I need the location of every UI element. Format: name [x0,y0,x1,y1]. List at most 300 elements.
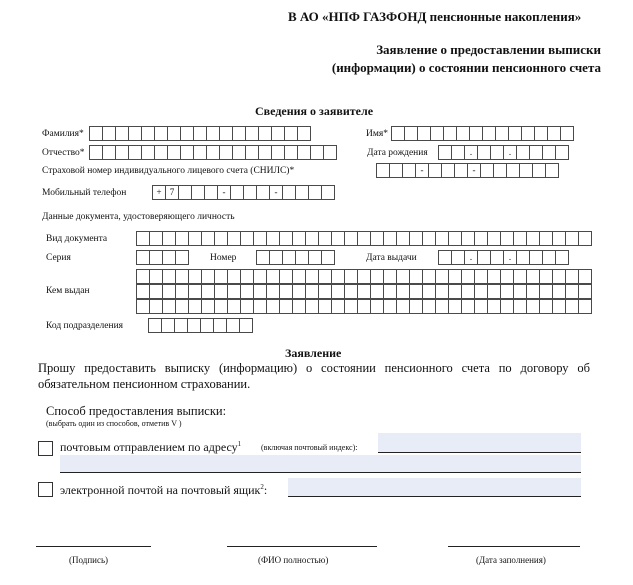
char-cell[interactable] [565,284,579,299]
char-cell[interactable] [253,299,267,314]
char-cell[interactable] [201,231,215,246]
char-cell[interactable] [451,145,465,160]
char-cell[interactable] [454,163,468,178]
mail-address-field-line-1[interactable] [378,433,581,453]
char-cell[interactable] [532,163,546,178]
char-cell[interactable] [331,269,345,284]
delivery-method-hint: (выбрать один из способов, отметив V ) [46,419,182,428]
char-cell[interactable] [148,318,162,333]
char-cell[interactable] [555,250,569,265]
char-cell[interactable] [266,284,280,299]
char-cell[interactable] [477,250,491,265]
char-cell[interactable] [175,250,189,265]
char-cell[interactable] [461,299,475,314]
char-cell[interactable] [227,299,241,314]
char-cell[interactable] [526,269,540,284]
char-cell[interactable] [331,231,345,246]
char-cell[interactable] [448,231,462,246]
char-cell[interactable] [422,299,436,314]
char-cell[interactable] [240,231,254,246]
applicant-section-title: Сведения о заявителе [255,104,374,118]
char-cell[interactable] [295,185,309,200]
char-cell[interactable] [422,269,436,284]
signature-caption: (Подпись) [69,555,109,565]
char-cell[interactable] [305,299,319,314]
char-cell[interactable] [154,126,168,141]
mail-option-footnote-mark: 1 [237,440,242,448]
char-cell[interactable] [227,269,241,284]
char-cell[interactable] [461,231,475,246]
char-cell[interactable] [578,284,592,299]
char-cell[interactable] [331,284,345,299]
char-cell[interactable] [443,126,457,141]
char-cell[interactable] [448,299,462,314]
char-cell[interactable] [370,269,384,284]
char-cell[interactable] [206,126,220,141]
char-cell[interactable] [370,284,384,299]
char-cell[interactable] [253,231,267,246]
char-cell[interactable] [529,145,543,160]
char-cell[interactable] [188,284,202,299]
char-cell[interactable] [102,126,116,141]
char-cell[interactable] [500,269,514,284]
char-cell[interactable] [430,126,444,141]
char-cell[interactable] [284,126,298,141]
char-cell[interactable] [435,299,449,314]
char-cell[interactable] [389,163,403,178]
char-cell[interactable] [279,269,293,284]
char-cell[interactable] [391,126,405,141]
char-cell[interactable] [214,231,228,246]
char-cell[interactable] [506,163,520,178]
char-cell[interactable] [243,185,257,200]
statement-title: Заявление [285,346,342,360]
char-cell[interactable] [513,299,527,314]
char-cell[interactable] [200,318,214,333]
dept-code-label: Код подразделения [46,321,124,331]
birthdate-field[interactable] [438,145,568,160]
char-cell[interactable] [227,231,241,246]
char-cell[interactable] [487,284,501,299]
char-cell[interactable] [253,284,267,299]
snils-field[interactable] [376,163,558,178]
char-cell[interactable] [539,299,553,314]
char-cell[interactable] [136,250,150,265]
char-cell[interactable] [318,231,332,246]
char-cell[interactable] [136,284,150,299]
char-cell[interactable] [409,269,423,284]
char-cell[interactable] [344,231,358,246]
char-cell[interactable] [161,318,175,333]
char-cell[interactable] [193,126,207,141]
char-cell[interactable] [175,284,189,299]
char-cell[interactable] [188,231,202,246]
char-cell[interactable] [578,269,592,284]
char-cell[interactable] [149,231,163,246]
char-cell[interactable] [141,145,155,160]
char-cell[interactable] [428,163,442,178]
char-cell[interactable] [162,269,176,284]
char-cell[interactable] [213,318,227,333]
fio-line[interactable] [227,546,377,547]
char-cell[interactable] [534,126,548,141]
char-cell[interactable] [219,126,233,141]
char-cell[interactable] [136,269,150,284]
form-title-line-2: (информации) о состоянии пенсионного счета [331,60,601,75]
char-cell[interactable] [370,231,384,246]
char-cell[interactable] [409,284,423,299]
char-cell[interactable] [323,145,337,160]
email-option-text: электронной почтой на почтовый ящик [60,483,261,497]
char-cell[interactable] [500,231,514,246]
char-cell[interactable] [422,231,436,246]
char-cell[interactable] [474,284,488,299]
char-cell[interactable] [539,284,553,299]
char-cell[interactable] [516,250,530,265]
char-cell[interactable] [526,231,540,246]
char-cell[interactable] [230,185,244,200]
char-cell[interactable] [513,269,527,284]
char-cell[interactable] [178,185,192,200]
char-cell[interactable] [545,163,559,178]
char-cell[interactable] [555,145,569,160]
char-cell[interactable] [396,231,410,246]
char-cell[interactable] [493,163,507,178]
char-cell[interactable] [214,284,228,299]
char-cell[interactable] [456,126,470,141]
char-cell[interactable] [500,284,514,299]
char-cell[interactable] [256,250,270,265]
char-cell[interactable] [167,126,181,141]
char-cell[interactable] [357,299,371,314]
char-cell[interactable] [297,126,311,141]
name-label: Имя* [366,129,388,139]
char-cell[interactable] [232,126,246,141]
char-cell[interactable] [422,284,436,299]
char-cell[interactable] [89,126,103,141]
series-field[interactable] [136,250,188,265]
char-cell[interactable] [409,299,423,314]
char-cell[interactable] [495,126,509,141]
char-cell[interactable] [474,231,488,246]
separator-cell: . [503,250,517,265]
char-cell[interactable] [516,145,530,160]
char-cell[interactable] [227,284,241,299]
char-cell[interactable] [292,269,306,284]
char-cell[interactable] [141,126,155,141]
char-cell[interactable] [149,250,163,265]
char-cell[interactable] [292,284,306,299]
signature-line[interactable] [36,546,151,547]
char-cell[interactable] [308,250,322,265]
birthdate-label: Дата рождения [367,148,428,158]
char-cell[interactable] [474,269,488,284]
separator-cell: - [467,163,481,178]
char-cell[interactable] [383,269,397,284]
char-cell[interactable] [305,284,319,299]
char-cell[interactable] [526,284,540,299]
phone-label: Мобильный телефон [42,188,127,198]
char-cell[interactable] [490,250,504,265]
char-cell[interactable] [232,145,246,160]
char-cell[interactable] [282,185,296,200]
char-cell[interactable] [162,231,176,246]
char-cell[interactable] [539,269,553,284]
dept-code-field[interactable] [148,318,252,333]
date-line[interactable] [448,546,580,547]
char-cell[interactable] [508,126,522,141]
char-cell[interactable] [305,269,319,284]
char-cell[interactable] [441,163,455,178]
char-cell[interactable] [376,163,390,178]
char-cell[interactable] [206,145,220,160]
char-cell[interactable] [201,299,215,314]
issued-by-row-3[interactable] [136,299,591,314]
char-cell[interactable] [193,145,207,160]
char-cell[interactable] [204,185,218,200]
char-cell[interactable] [266,299,280,314]
char-cell[interactable] [258,126,272,141]
char-cell[interactable] [180,126,194,141]
char-cell[interactable] [136,299,150,314]
char-cell[interactable] [396,299,410,314]
char-cell[interactable] [240,269,254,284]
char-cell[interactable] [552,231,566,246]
issued-by-row-1[interactable] [136,269,591,284]
char-cell[interactable] [417,126,431,141]
char-cell[interactable] [357,231,371,246]
snils-label: Страховой номер индивидуального лицевого счета (СНИЛС)* [42,166,295,176]
char-cell[interactable] [482,126,496,141]
char-cell[interactable] [214,269,228,284]
char-cell[interactable] [115,145,129,160]
char-cell[interactable] [396,284,410,299]
char-cell[interactable] [357,284,371,299]
char-cell[interactable] [383,299,397,314]
char-cell[interactable] [240,299,254,314]
doc-type-field[interactable] [136,231,591,246]
char-cell[interactable] [435,231,449,246]
char-cell[interactable] [519,163,533,178]
char-cell[interactable] [175,269,189,284]
char-cell[interactable] [396,269,410,284]
char-cell[interactable] [162,299,176,314]
char-cell[interactable] [547,126,561,141]
separator-cell: - [217,185,231,200]
char-cell[interactable] [115,126,129,141]
char-cell[interactable] [565,269,579,284]
char-cell[interactable] [565,231,579,246]
separator-cell: . [464,145,478,160]
char-cell[interactable] [167,145,181,160]
mail-option-note: (включая почтовый индекс): [261,443,358,452]
char-cell[interactable] [487,231,501,246]
mail-option-checkbox[interactable] [38,441,53,456]
char-cell[interactable] [435,284,449,299]
char-cell[interactable] [292,299,306,314]
char-cell[interactable] [318,269,332,284]
char-cell[interactable] [451,250,465,265]
char-cell[interactable] [487,299,501,314]
char-cell[interactable] [89,145,103,160]
statement-text-line-2: обязательном пенсионном страховании. [38,377,251,391]
char-cell[interactable] [461,284,475,299]
char-cell[interactable] [310,145,324,160]
char-cell[interactable] [240,284,254,299]
char-cell[interactable] [552,284,566,299]
char-cell[interactable] [521,126,535,141]
char-cell[interactable] [321,185,335,200]
char-cell[interactable] [128,126,142,141]
char-cell[interactable] [480,163,494,178]
char-cell[interactable] [344,269,358,284]
char-cell[interactable] [128,145,142,160]
char-cell[interactable] [490,145,504,160]
char-cell[interactable] [188,299,202,314]
char-cell[interactable] [404,126,418,141]
char-cell[interactable] [560,126,574,141]
char-cell[interactable] [279,299,293,314]
char-cell[interactable] [552,269,566,284]
char-cell[interactable] [201,269,215,284]
patronymic-field[interactable] [89,145,336,160]
char-cell[interactable] [149,299,163,314]
separator-cell: 7 [165,185,179,200]
char-cell[interactable] [526,299,540,314]
number-label: Номер [210,253,237,263]
char-cell[interactable] [542,250,556,265]
char-cell[interactable] [245,126,259,141]
mail-option-label [60,440,241,455]
char-cell[interactable] [180,145,194,160]
delivery-method-label: Способ предоставления выписки: [46,404,227,418]
email-option-checkbox[interactable] [38,482,53,497]
char-cell[interactable] [402,163,416,178]
char-cell[interactable] [245,145,259,160]
char-cell[interactable] [318,299,332,314]
surname-label: Фамилия* [42,129,84,139]
separator-cell: - [269,185,283,200]
char-cell[interactable] [513,284,527,299]
char-cell[interactable] [469,126,483,141]
char-cell[interactable] [409,231,423,246]
char-cell[interactable] [136,231,150,246]
char-cell[interactable] [565,299,579,314]
char-cell[interactable] [271,126,285,141]
char-cell[interactable] [162,284,176,299]
char-cell[interactable] [474,299,488,314]
name-field[interactable] [391,126,573,141]
char-cell[interactable] [500,299,514,314]
char-cell[interactable] [282,250,296,265]
char-cell[interactable] [187,318,201,333]
mail-address-field-line-2[interactable] [60,455,581,473]
series-label: Серия [46,253,71,263]
separator-cell: . [464,250,478,265]
doc-type-label: Вид документа [46,234,108,244]
char-cell[interactable] [297,145,311,160]
separator-cell: + [152,185,166,200]
char-cell[interactable] [552,299,566,314]
char-cell[interactable] [438,145,452,160]
char-cell[interactable] [435,269,449,284]
char-cell[interactable] [102,145,116,160]
char-cell[interactable] [305,231,319,246]
char-cell[interactable] [154,145,168,160]
char-cell[interactable] [174,318,188,333]
char-cell[interactable] [448,269,462,284]
char-cell[interactable] [308,185,322,200]
char-cell[interactable] [487,269,501,284]
char-cell[interactable] [438,250,452,265]
char-cell[interactable] [344,284,358,299]
char-cell[interactable] [513,231,527,246]
char-cell[interactable] [477,145,491,160]
char-cell[interactable] [344,299,358,314]
email-address-field[interactable] [288,478,581,497]
number-field[interactable] [256,250,334,265]
char-cell[interactable] [578,299,592,314]
char-cell[interactable] [321,250,335,265]
date-caption: (Дата заполнения) [476,555,546,565]
char-cell[interactable] [253,269,267,284]
issue-date-field[interactable] [438,250,568,265]
char-cell[interactable] [448,284,462,299]
char-cell[interactable] [162,250,176,265]
char-cell[interactable] [539,231,553,246]
char-cell[interactable] [219,145,233,160]
issued-by-row-2[interactable] [136,284,591,299]
char-cell[interactable] [318,284,332,299]
char-cell[interactable] [529,250,543,265]
char-cell[interactable] [188,269,202,284]
char-cell[interactable] [292,231,306,246]
char-cell[interactable] [295,250,309,265]
char-cell[interactable] [542,145,556,160]
char-cell[interactable] [269,250,283,265]
char-cell[interactable] [331,299,345,314]
char-cell[interactable] [175,231,189,246]
char-cell[interactable] [239,318,253,333]
char-cell[interactable] [258,145,272,160]
char-cell[interactable] [266,231,280,246]
surname-field[interactable] [89,126,310,141]
char-cell[interactable] [226,318,240,333]
char-cell[interactable] [357,269,371,284]
separator-cell: - [415,163,429,178]
char-cell[interactable] [214,299,228,314]
char-cell[interactable] [279,284,293,299]
char-cell[interactable] [383,284,397,299]
char-cell[interactable] [461,269,475,284]
char-cell[interactable] [279,231,293,246]
char-cell[interactable] [149,284,163,299]
char-cell[interactable] [149,269,163,284]
char-cell[interactable] [201,284,215,299]
char-cell[interactable] [266,269,280,284]
issued-by-label: Кем выдан [46,286,90,296]
char-cell[interactable] [383,231,397,246]
char-cell[interactable] [175,299,189,314]
char-cell[interactable] [578,231,592,246]
char-cell[interactable] [256,185,270,200]
char-cell[interactable] [284,145,298,160]
char-cell[interactable] [370,299,384,314]
char-cell[interactable] [271,145,285,160]
char-cell[interactable] [191,185,205,200]
phone-field[interactable] [152,185,334,200]
form-title-line-1: Заявление о предоставлении выписки [376,42,601,57]
